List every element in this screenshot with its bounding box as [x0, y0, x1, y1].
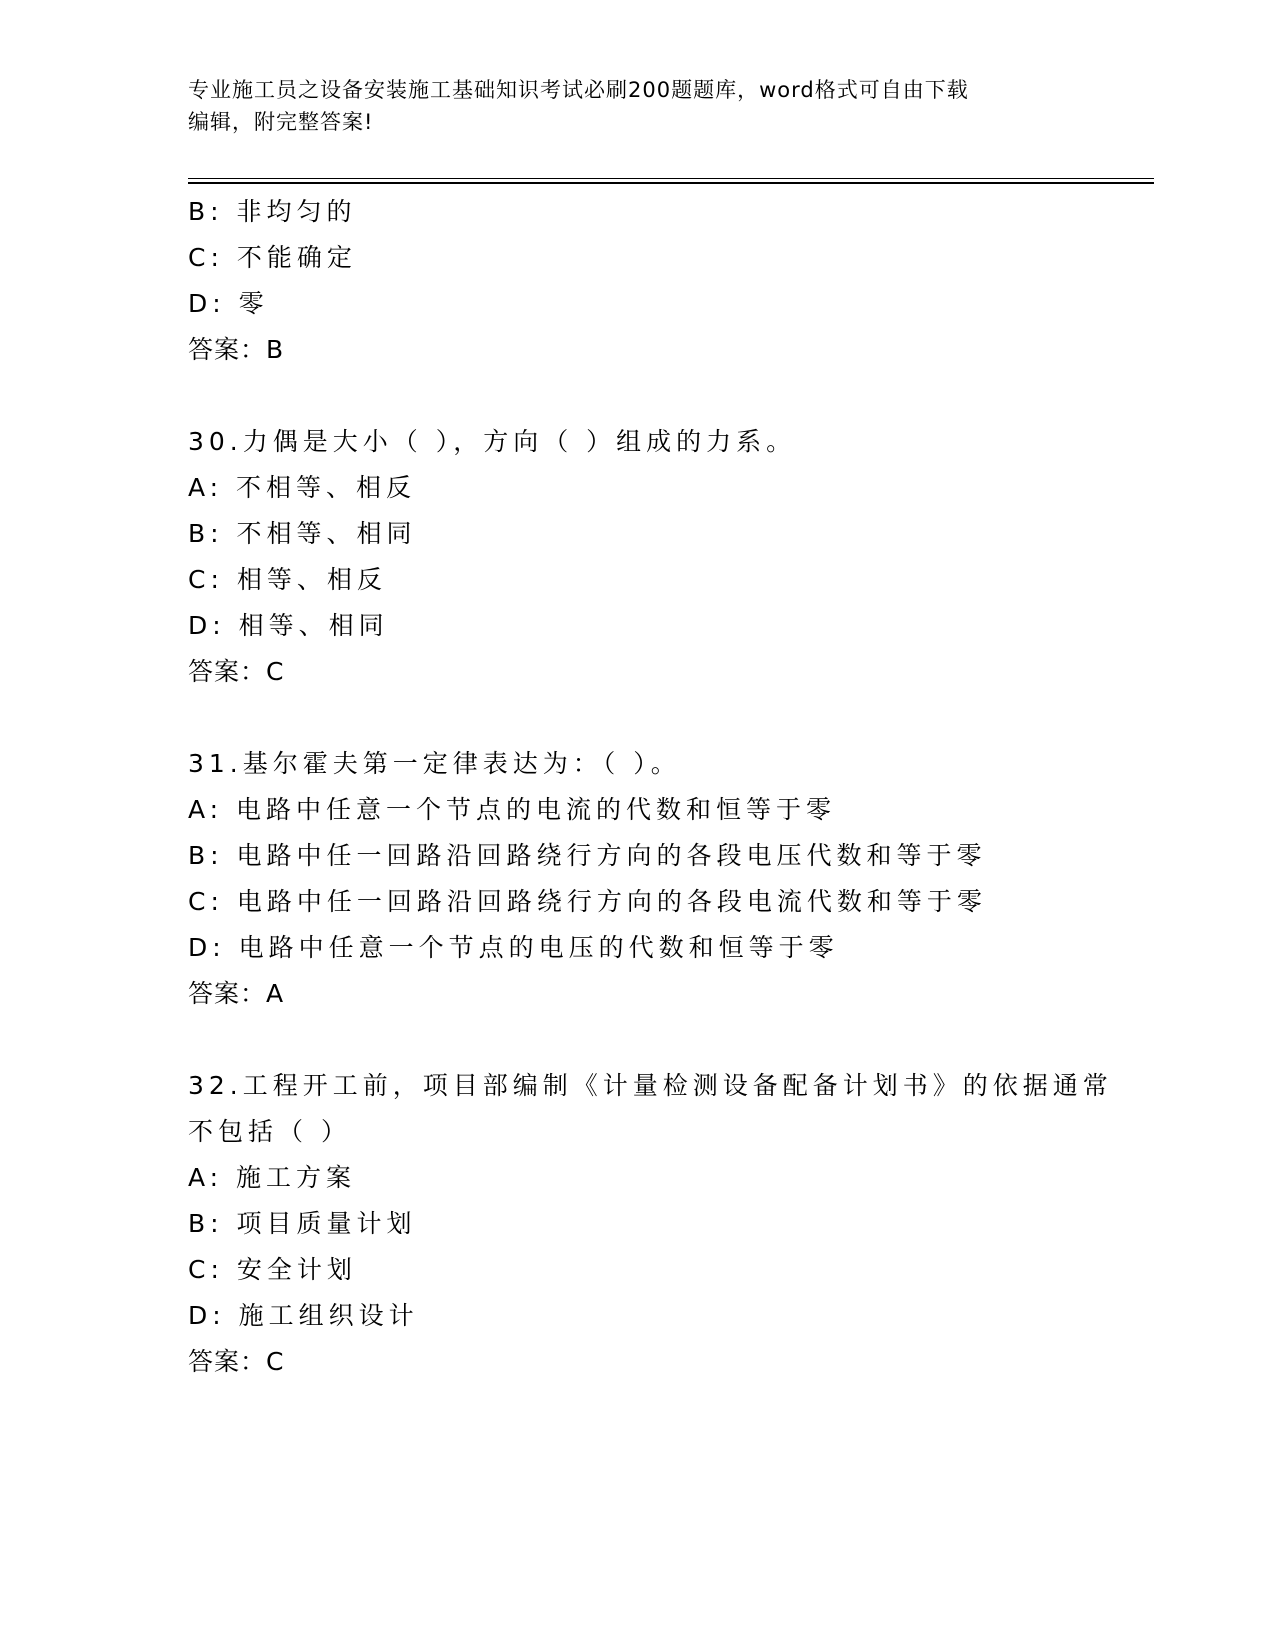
- option-d: D: 施工组织设计: [188, 1301, 419, 1330]
- question-text: 30.力偶是大小（ ），方向（ ）组成的力系。: [188, 427, 797, 456]
- option-d: D: 相等、相同: [188, 611, 389, 640]
- spacer: [188, 1017, 1088, 1063]
- spacer: [188, 373, 1088, 419]
- option-d: D: 零: [188, 289, 269, 318]
- option-c: C: 安全计划: [188, 1255, 357, 1284]
- option-b: B: 项目质量计划: [188, 1209, 417, 1238]
- question-block-30: [188, 419, 1088, 695]
- spacer: [188, 695, 1088, 741]
- header-divider-thin: [188, 178, 1154, 179]
- question-block-32: [188, 1063, 1113, 1385]
- header-line-1: 专业施工员之设备安装施工基础知识考试必刷200题题库，word格式可自由下载: [188, 78, 969, 102]
- answer-line: 答案：A: [188, 979, 285, 1008]
- option-a: A: 施工方案: [188, 1163, 357, 1192]
- option-a: A: 不相等、相反: [188, 473, 417, 502]
- answer-line: 答案：C: [188, 1347, 285, 1376]
- option-b: B: 非均匀的: [188, 197, 357, 226]
- option-c: C: 电路中任一回路沿回路绕行方向的各段电流代数和等于零: [188, 887, 987, 916]
- option-c: C: 相等、相反: [188, 565, 387, 594]
- option-b: B: 不相等、相同: [188, 519, 417, 548]
- header-divider-thick: [188, 182, 1154, 184]
- question-text-line-2: 不包括（ ）: [188, 1117, 351, 1146]
- option-b: B: 电路中任一回路沿回路绕行方向的各段电压代数和等于零: [188, 841, 987, 870]
- question-text-line-1: 32.工程开工前，项目部编制《计量检测设备配备计划书》的依据通常: [188, 1071, 1113, 1100]
- option-a: A: 电路中任意一个节点的电流的代数和恒等于零: [188, 795, 837, 824]
- answer-line: 答案：C: [188, 657, 285, 686]
- header-line-2: 编辑，附完整答案!: [188, 110, 374, 134]
- question-block-prev: [188, 189, 1088, 373]
- question-text: 31.基尔霍夫第一定律表达为：（ ）。: [188, 749, 681, 778]
- question-list: [188, 189, 1113, 1385]
- option-d: D: 电路中任意一个节点的电压的代数和恒等于零: [188, 933, 839, 962]
- question-block-31: [188, 741, 1088, 1017]
- option-c: C: 不能确定: [188, 243, 357, 272]
- document-header: [188, 74, 1068, 138]
- answer-line: 答案：B: [188, 335, 285, 364]
